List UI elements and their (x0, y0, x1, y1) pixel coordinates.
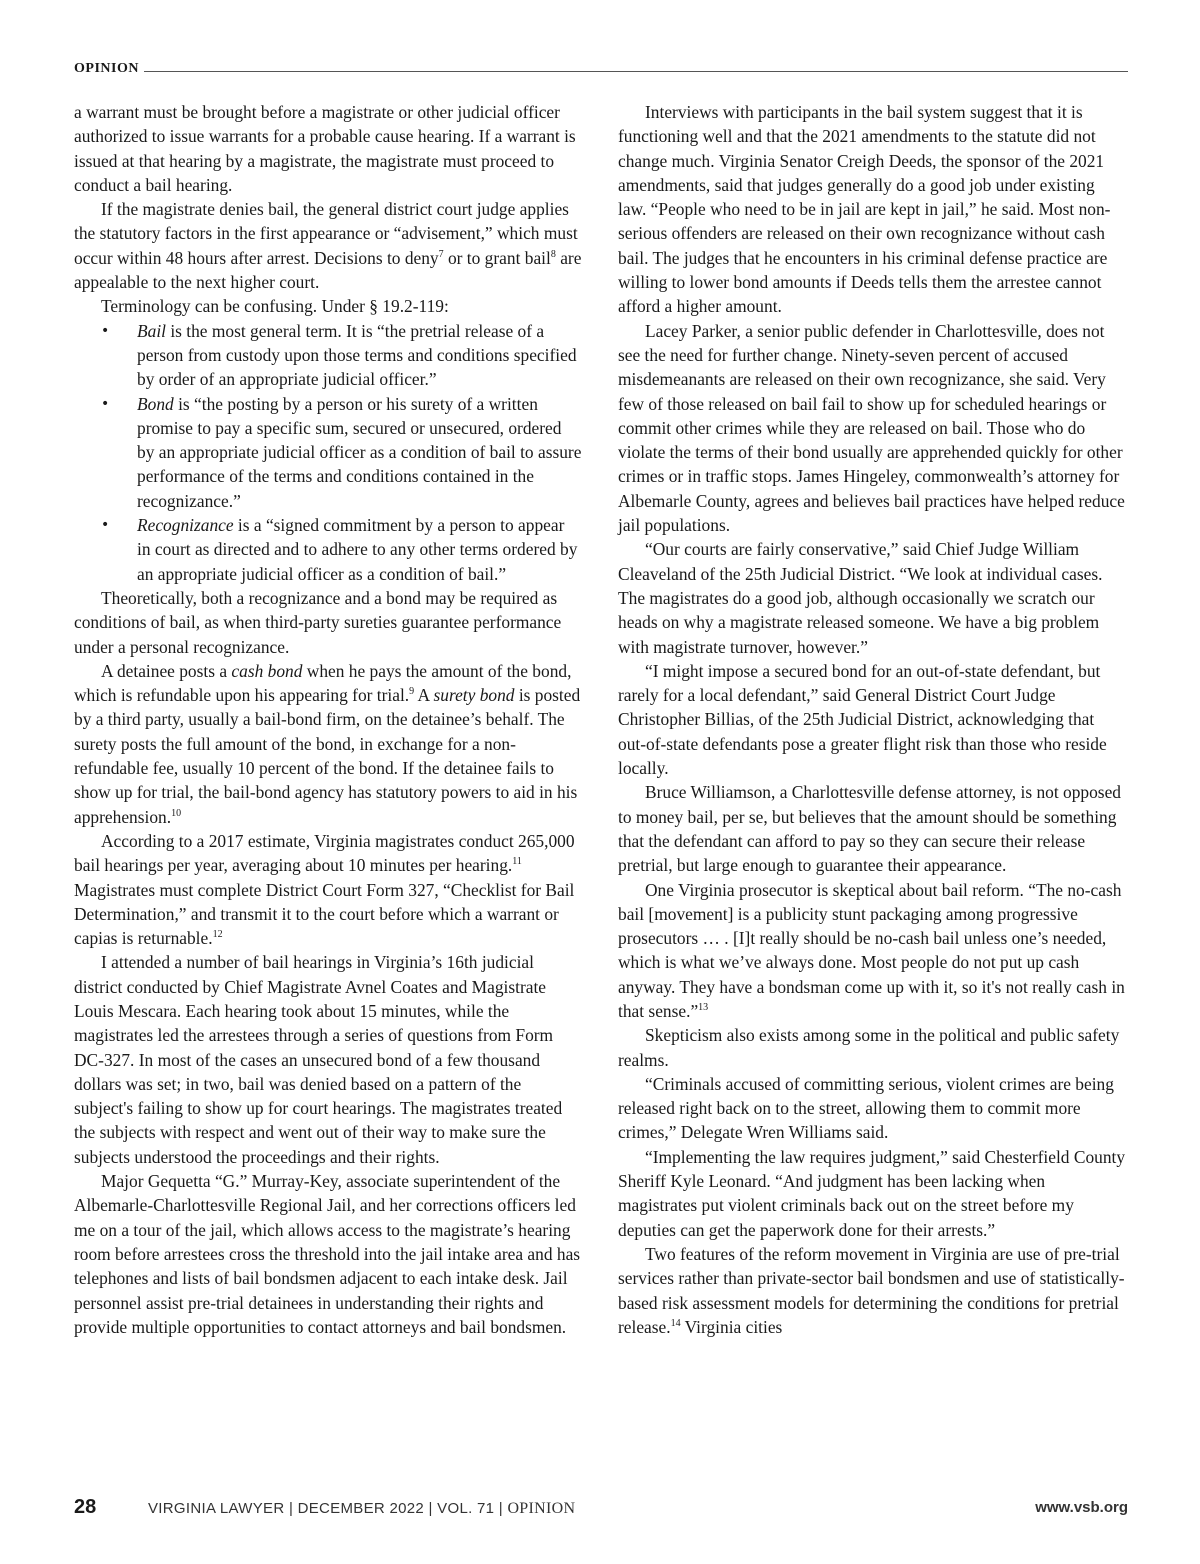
paragraph: “I might impose a secured bond for an out-of-state defendant, but rarely for a local defendant,” said General District Court Judge Christopher Billias, of the 25th Judicial District, acknowledging that out-of-state defendants pose a greater flight risk than those who reside locally. (618, 660, 1107, 779)
bullet-icon: • (101, 517, 110, 534)
paragraph: One Virginia prosecutor is skeptical about bail reform. “The no-cash bail [movement] is a publicity stunt packaging among progressive prosecutors … . [I]t really should be no-cash bail unless one’s needed, which is what we’ve always done. Most people do not put up cash anyway. They have a bondsman come up with it, so it's not really cash in that sense.”$^{13}$ (618, 879, 1125, 1021)
bullet-icon: • (101, 322, 110, 339)
header-rule (144, 71, 1128, 72)
footer-section: OPINION (507, 1500, 576, 1517)
right-column (618, 100, 1126, 1339)
paragraph: Skepticism also exists among some in the political and public safety realms. (618, 1025, 1120, 1070)
publication-info: VIRGINIA LAWYER | DECEMBER 2022 | VOL. 71 | OPINION (148, 1500, 576, 1517)
footnote-ref[interactable]: 7 (438, 248, 444, 260)
list-item: • Recognizance is a “signed commitment by a person to appear in court as directed and to adhere to any other terms ordered by an appropriate judicial officer as a condition of bail.” (101, 515, 578, 584)
paragraph: According to a 2017 estimate, Virginia magistrates conduct 265,000 bail hearings per year, averaging about 10 minutes per hearing.$^{11}$ Magistrates must complete District Court Form 327, “Checklist for Bail Determination,” and transmit it to the court before which a warrant or capias is returnable.$^{12}$ (74, 830, 575, 949)
paragraph: “Our courts are fairly conservative,” said Chief Judge William Cleaveland of the 25th Judicial District. “We look at individual cases. The magistrates do a good job, although occasionally we scratch our heads on why a magistrate released someone. We have a big problem with magistrate turnover, however.” (618, 539, 1103, 657)
page-number: 28 (74, 1496, 97, 1518)
list-item: • Bond is “the posting by a person or his surety of a written promise to pay a specific sum, secured or unsecured, ordered by an appropriate judicial officer as a condition of bail to assure performance of the terms and conditions contained in the recognizance.” (101, 393, 582, 511)
website-link[interactable]: www.vsb.org (1035, 1499, 1128, 1516)
footnote-ref[interactable]: 10 (171, 807, 182, 819)
page-header (74, 61, 1128, 81)
list-item: • Bail is the most general term. It is “the pretrial release of a person from custody upon those terms and conditions specified by order of an appropriate judicial officer.” (101, 320, 577, 390)
paragraph: A detainee posts a cash bond when he pays the amount of the bond, which is refundable upon his appearing for trial.$^9$ A surety bond is posted by a third party, usually a bail-bond firm, on the detainee’s behalf. The surety posts the full amount of the bond, in exchange for a non-refundable fee, usually 10 percent of the bond. If the detainee fails to show up for trial, the bail-bond agency has statutory powers to aid in his apprehension.$^{10}$ (74, 660, 581, 827)
paragraph: a warrant must be brought before a magistrate or other judicial officer authorized to issue warrants for a probable cause hearing. If a warrant is issued at that hearing by a magistrate, the magistrate must proceed to conduct a bail hearing. (74, 102, 576, 195)
paragraph: “Criminals accused of committing serious, violent crimes are being released right back on to the street, allowing them to commit more crimes,” Delegate Wren Williams said. (618, 1073, 1114, 1143)
paragraph: If the magistrate denies bail, the general district court judge applies the statutory factors in the first appearance or “advisement,” which must occur within 48 hours after arrest. Decisions to deny$^7$ or to grant bail$^8$ are appealable to the next higher court. (74, 199, 582, 293)
paragraph: I attended a number of bail hearings in Virginia’s 16th judicial district conducted by Chief Magistrate Avnel Coates and Magistrate Louis Mescara. Each hearing took about 15 minutes, while the magistrates led the arrestees through a series of questions from Form DC-327. In most of the cases an unsecured bond of a few thousand dollars was set; in two, bail was denied based on a pattern of the subject's failing to show up for court hearings. The magistrates treated the subjects with respect and went out of their way to make sure the subjects understood the proceedings and their rights. (74, 952, 563, 1167)
paragraph: Interviews with participants in the bail system suggest that it is functioning well and that the 2021 amendments to the statute did not change much. Virginia Senator Creigh Deeds, the sponsor of the 2021 amendments, said that judges generally do a good job under existing law. “People who need to be in jail are kept in jail,” he said. Most non-serious offenders are released on their own recognizance without cash bail. The judges that he encounters in his criminal defense practice are willing to lower bond amounts if Deeds tells them the arrestee cannot afford a higher amount. (618, 102, 1111, 317)
paragraph: Terminology can be confusing. Under § 19.2-119: (101, 296, 449, 317)
footnote-ref[interactable]: 8 (550, 248, 556, 260)
paragraph: Theoretically, both a recognizance and a bond may be required as conditions of bail, as when third-party sureties guarantee performance under a personal recognizance. (74, 587, 562, 657)
footnote-ref[interactable]: 12 (212, 929, 223, 941)
paragraph: “Implementing the law requires judgment,” said Chesterfield County Sheriff Kyle Leonard. “And judgment has been lacking when magistrates put violent criminals back out on the street before my deputies can get the paperwork done for their arrests.” (618, 1146, 1126, 1240)
footnote-ref[interactable]: 11 (512, 856, 522, 868)
footnote-ref[interactable]: 9 (409, 686, 415, 698)
page-footer (74, 1496, 1128, 1526)
paragraph: Lacey Parker, a senior public defender in Charlottesville, does not see the need for further change. Ninety-seven percent of accused misdemeanants are released on their own recognizance, she said. Very few of those released on bail fail to show up for scheduled hearings or commit other crimes while they are released on bail. Those who do violate the terms of their bond usually are apprehended quickly for other crimes or in traffic stops. James Hingeley, commonwealth’s attorney for Albemarle County, agrees and believes bail practices have helped reduce jail populations. (618, 320, 1125, 536)
paragraph: Major Gequetta “G.” Murray-Key, associate superintendent of the Albemarle-Charlottesville Regional Jail, and her corrections officers led me on a tour of the jail, which allows access to the magistrate’s hearing room before arrestees cross the threshold into the jail intake area and has telephones and lists of bail bondsmen adjacent to each intake desk. Jail personnel assist pre-trial detainees in understanding their rights and provide multiple opportunities to contact attorneys and bail bondsmen. (74, 1171, 581, 1337)
bullet-icon: • (101, 395, 110, 412)
footnote-ref[interactable]: 14 (670, 1318, 681, 1330)
section-label: OPINION (74, 61, 139, 76)
terminology-list (74, 319, 582, 586)
footnote-ref[interactable]: 13 (698, 1002, 709, 1014)
paragraph: Bruce Williamson, a Charlottesville defense attorney, is not opposed to money bail, per se, but believes that the amount should be something that the defendant can afford to pay so they can secure their release pretrial, but large enough to guarantee their appearance. (618, 782, 1121, 876)
left-column (74, 100, 582, 1339)
paragraph: Two features of the reform movement in Virginia are use of pre-trial services rather than private-sector bail bondsmen and use of statistically-based risk assessment models for determining the conditions for pretrial release.$^{14}$ Virginia cities (618, 1243, 1125, 1337)
